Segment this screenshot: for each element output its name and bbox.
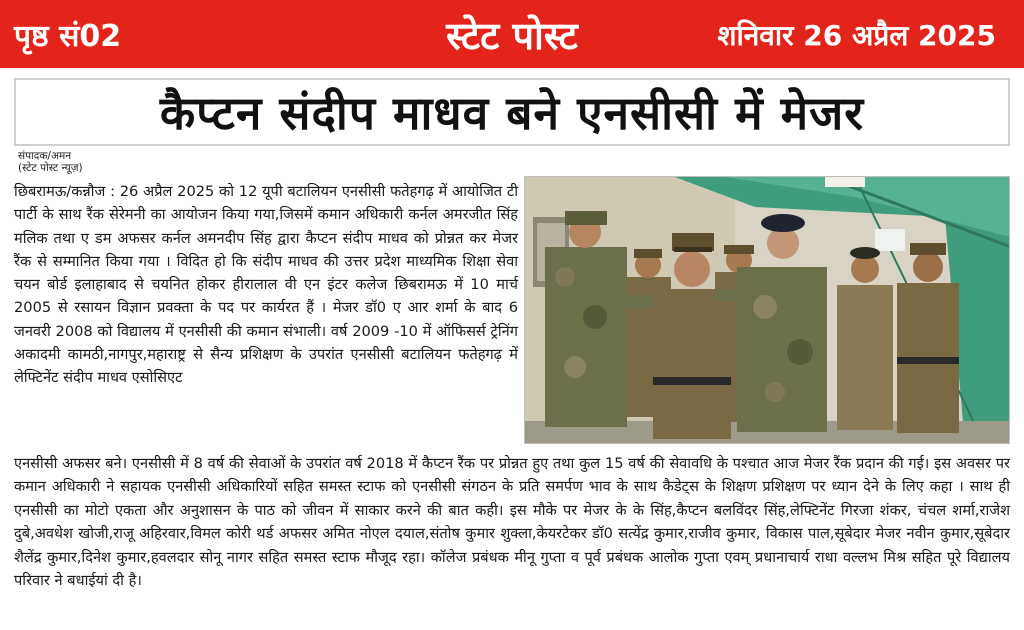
- issue-date: शनिवार 26 अप्रैल 2025: [717, 19, 996, 52]
- article-full-width-text: एनसीसी अफसर बने। एनसीसी में 8 वर्ष की सेवाओं के उपरांत वर्ष 2018 में कैप्टन रैंक पर प्रोन्नत हुए तथा कुल 15 वर्ष की सेवावधि के पश्चात आज मेजर रैंक प्रदान की गई। इस अवसर पर कमान अधिकारी ने सहायक एनसीसी अधिकारियों सहित समस्त स्टाफ को एनसीसी संगठन के प्रति समर्पण भाव के साथ कैडेट्स के शिक्षण प्रशिक्षण पर ध्यान देने के लिए कहा । साथ ही एनसीसी का मोटो एकता और अनुशासन के पाठ को जीवन में साकार करने की बात कही। इस मौके पर मेजर के के सिंह,कैप्टन बलविंदर सिंह,लेफ्टिनेंट गिरजा शंकर, चंचल शर्मा,राजेश दुबे,अवधेश खोजी,राजू अहिरवार,विमल कोरी थर्ड अफसर अमित नोएल दयाल,संतोष कुमार शुक्ला,केयरटेकर डॉ0 सत्येंद्र कुमार,राजीव कुमार, विकास पाल,सूबेदार मेजर नवीन कुमार,सूबेदार शैलेंद्र कुमार,दिनेश कुमार,हवलदार सोनू नागर सहित समस्त स्टाफ मौजूद रहा। कॉलेज प्रबंधक मीनू गुप्ता व पूर्व प्रबंधक आलोक गुप्ता एवम् प्रधानाचार्य राधा वल्लभ मिश्र सहित पूरे विद्यालय परिवार ने बधाईयां दी है।: [14, 455, 1010, 590]
- byline: [18, 150, 83, 174]
- article-photo: [524, 176, 1010, 444]
- byline-source: (स्टेट पोस्ट न्यूज़): [18, 162, 83, 174]
- newspaper-title: स्टेट पोस्ट: [446, 14, 578, 58]
- headline-box: [14, 78, 1010, 146]
- masthead-bar: [0, 0, 1024, 68]
- ceremony-photo-illustration: [525, 177, 1010, 444]
- article-column-text: छिबरामऊ/कन्नौज : 26 अप्रैल 2025 को 12 यूपी बटालियन एनसीसी फतेहगढ़ में आयोजित टी पार्टी के साथ रैंक सेरेमनी का आयोजन किया गया,जिसमें कमान अधिकारी कर्नल अमरजीत सिंह मलिक तथा ए डम अफसर कर्नल अमनदीप सिंह द्वारा कैप्टन संदीप माधव को प्रोन्नत कर मेजर रैंक से सम्मानित किया गया । विदित हो कि संदीप माधव की उत्तर प्रदेश माध्यमिक शिक्षा सेवा चयन बोर्ड इलाहाबाद से चयनित होकर हीरालाल वी एन इंटर कलेज छिबरामऊ में 10 मार्च 2005 से रसायन विज्ञान प्रवक्ता के पद पर कार्यरत हैं । मेजर डॉ0 ए आर शर्मा के बाद 6 जनवरी 2008 को विद्यालय में एनसीसी की कमान संभाली। वर्ष 2009 -10 में ऑफिसर्स ट्रेनिंग अकादमी कामठी,नागपुर,महाराष्ट्र से सैन्य प्रशिक्षण के उपरांत एनसीसी बटालियन फतेहगढ़ में लेफ्टिनेंट संदीप माधव एसोसिएट: [14, 183, 518, 387]
- article-headline: कैप्टन संदीप माधव बने एनसीसी में मेजर: [159, 86, 865, 140]
- byline-editor: संपादक/अमन: [18, 150, 72, 162]
- page-number: पृष्ठ सं02: [14, 19, 122, 54]
